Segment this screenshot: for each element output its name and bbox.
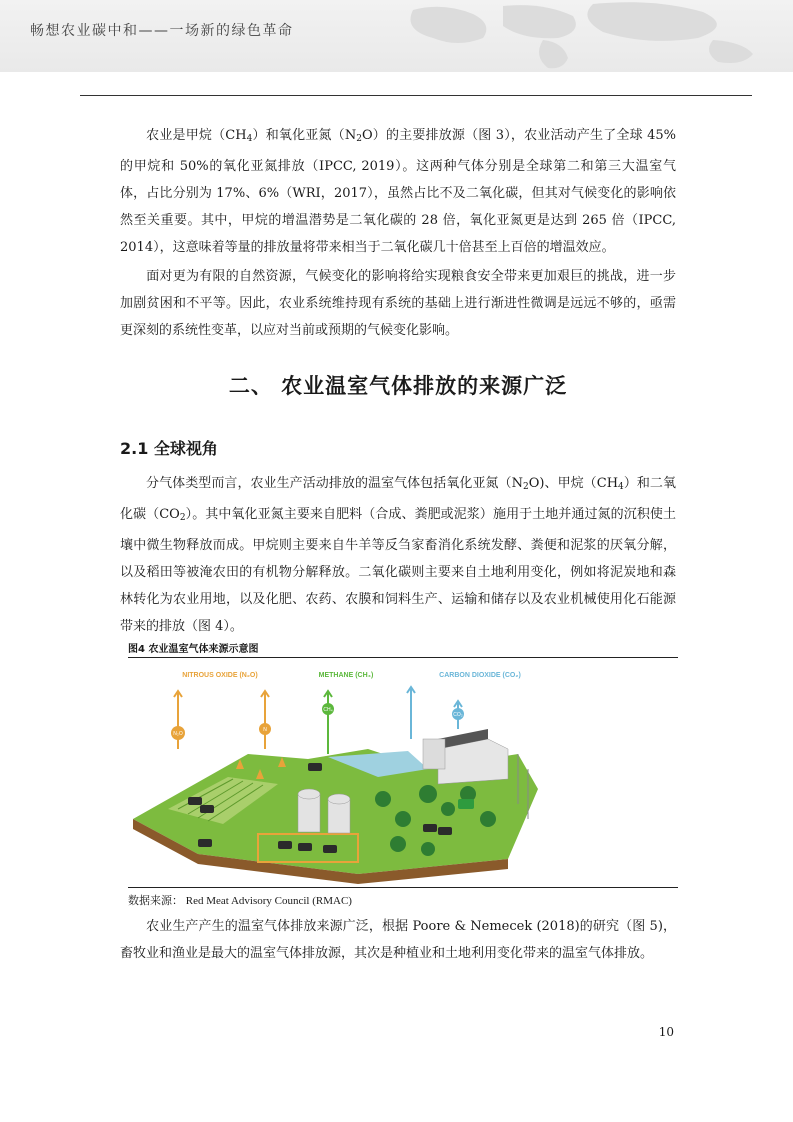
section-heading: 二、 农业温室气体排放的来源广泛 [228, 374, 568, 398]
page-header [0, 0, 793, 72]
paragraph-gas-types: 分气体类型而言，农业生产活动排放的温室气体包括氧化亚氮$(N_2O)$、甲烷$(CH_4)$和二氧化碳$(CO_2)$。其中氧化亚氮主要来自肥料（合成、粪肥或泥浆）施用于土地并通过氮的沉积使土壤中微生物释放而成。甲烷则主要来自牛羊等反刍家畜消化系统发酵、粪便和泥浆的厌氧分解，以及稻田等被淹农田的有机物分解释放。二氧化碳则主要来自土地利用变化，例如将泥炭地和森林转化为农业用地，以及化肥、农药、农膜和饲料生产、运输和储存以及农业机械使用化石能源带来的排放（图 4）。 [120, 476, 676, 634]
paragraph-emission-sources: 农业生产产生的温室气体排放来源广泛，根据 Poore & Nemecek (2018)的研究（图 5)，畜牧业和渔业是最大的温室气体排放源，其次是种植业和土地利用变化带来的温室气体排放。 [120, 919, 676, 961]
farm-emissions-illustration [128, 659, 678, 885]
figure-source: 数据来源： Red Meat Advisory Council (RMAC) [128, 895, 352, 907]
n2o-badge-label: N₂O [173, 731, 183, 737]
n-badge-label: N [263, 727, 267, 733]
page-number: 10 [658, 1025, 674, 1039]
ch4-badge-label: CH₄ [323, 707, 333, 713]
header-rule [80, 95, 752, 96]
ch4-label: METHANE (CH₄) [318, 672, 374, 679]
tractor [458, 799, 474, 809]
figure-rule-bottom [128, 887, 678, 888]
figure-caption: 图4 农业温室气体来源示意图 [128, 644, 259, 655]
header-title: 畅想农业碳中和——一场新的绿色革命 [30, 23, 294, 39]
world-map-decoration [293, 0, 793, 72]
figure-rule-top [128, 657, 678, 658]
paragraph-food-security: 面对更为有限的自然资源，气候变化的影响将给实现粮食安全带来更加艰巨的挑战，进一步加剧贫困和不平等。因此，农业系统维持现有系统的基础上进行渐进性微调是远远不够的，亟需更深刻的系统性变革，以应对当前或预期的气候变化影响。 [120, 269, 676, 338]
n2o-label: NITROUS OXIDE (N₂O) [182, 672, 258, 679]
co2-label: CARBON DIOXIDE (CO₂) [439, 672, 521, 679]
co2-badge-label: CO₂ [453, 712, 463, 718]
sub-heading: 2.1 全球视角 [120, 439, 218, 458]
paragraph-methane-n2o: 农业是甲烷$(CH_4)$和氧化亚氮$(N_2O)$的主要排放源（图 3），农业活动产生了全球 45%的甲烷和 50%的氧化亚氮排放（IPCC, 2019）。这两种气体分别是全球第二和第三大温室气体，占比分别为 17%、6%（WRI，2017），虽然占比不及二氧化碳，但其对气候变化的影响依然至关重要。其中，甲烷的增温潜势是二氧化碳的 28 倍，氧化亚氮更是达到 265 倍（IPCC, 2014），这意味着等量的排放量将带来相当于二氧化碳几十倍甚至上百倍的增温效应。 [120, 128, 676, 255]
